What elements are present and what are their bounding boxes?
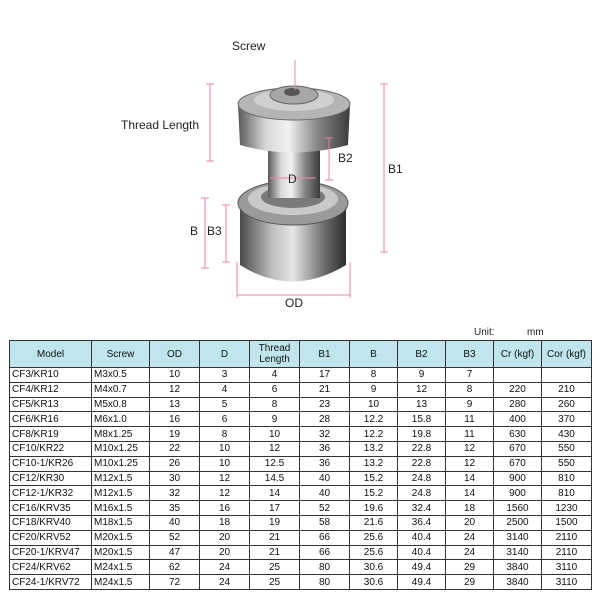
table-cell: CF18/KRV40: [10, 515, 92, 530]
table-cell: 12: [200, 486, 250, 501]
table-cell: CF24-1/KRV72: [10, 575, 92, 590]
table-cell: 550: [542, 441, 592, 456]
table-cell: 30.6: [350, 575, 398, 590]
table-cell: M6x1.0: [92, 412, 150, 427]
table-cell: 80: [300, 575, 350, 590]
table-cell: 20: [200, 530, 250, 545]
table-row: [10, 368, 592, 383]
table-cell: 13.2: [350, 456, 398, 471]
table-cell: 400: [494, 412, 542, 427]
table-cell: M16x1.5: [92, 501, 150, 516]
table-cell: 12.2: [350, 427, 398, 442]
table-cell: M4x0.7: [92, 382, 150, 397]
table-cell: 21: [300, 382, 350, 397]
table-cell: 66: [300, 530, 350, 545]
table-cell: M18x1.5: [92, 515, 150, 530]
table-cell: 1560: [494, 501, 542, 516]
table-cell: 9: [350, 382, 398, 397]
table-cell: M24x1.5: [92, 560, 150, 575]
table-cell: CF5/KR13: [10, 397, 92, 412]
table-cell: CF10/KR22: [10, 441, 92, 456]
table-cell: 30: [150, 471, 200, 486]
label-b2: B2: [338, 151, 353, 165]
table-row: [10, 427, 592, 442]
table-cell: 550: [542, 456, 592, 471]
table-cell: 900: [494, 486, 542, 501]
table-cell: 14: [446, 471, 494, 486]
table-cell: CF8/KR19: [10, 427, 92, 442]
table-cell: M12x1.5: [92, 486, 150, 501]
table-cell: 15.8: [398, 412, 446, 427]
table-cell: 21: [250, 545, 300, 560]
label-d: D: [288, 172, 297, 186]
table-cell: 47: [150, 545, 200, 560]
table-cell: 29: [446, 560, 494, 575]
table-cell: M24x1.5: [92, 575, 150, 590]
table-cell: 10: [350, 397, 398, 412]
table-row: [10, 515, 592, 530]
table-cell: 19: [150, 427, 200, 442]
table-cell: 22: [150, 441, 200, 456]
column-header: B3: [446, 341, 494, 368]
table-cell: 10: [200, 441, 250, 456]
table-cell: CF24/KRV62: [10, 560, 92, 575]
table-cell: 58: [300, 515, 350, 530]
table-cell: 8: [446, 382, 494, 397]
table-cell: 11: [446, 412, 494, 427]
table-cell: 40: [300, 471, 350, 486]
table-cell: 2110: [542, 530, 592, 545]
table-cell: 13: [398, 397, 446, 412]
label-thread-length: Thread Length: [121, 118, 200, 132]
table-cell: 630: [494, 427, 542, 442]
table-cell: 1230: [542, 501, 592, 516]
table-row: [10, 382, 592, 397]
table-cell: 900: [494, 471, 542, 486]
table-row: [10, 456, 592, 471]
table-cell: M12x1.5: [92, 471, 150, 486]
table-cell: 25: [250, 560, 300, 575]
column-header: B2: [398, 341, 446, 368]
table-cell: M20x1.5: [92, 545, 150, 560]
table-cell: 32: [300, 427, 350, 442]
table-cell: 9: [250, 412, 300, 427]
table-cell: 670: [494, 441, 542, 456]
table-cell: 12: [200, 471, 250, 486]
table-cell: CF12-1/KR32: [10, 486, 92, 501]
table-cell: 12: [446, 441, 494, 456]
label-b: B: [190, 224, 199, 238]
table-cell: 80: [300, 560, 350, 575]
table-cell: CF20/KRV52: [10, 530, 92, 545]
table-row: [10, 530, 592, 545]
table-cell: 8: [350, 368, 398, 383]
table-cell: 17: [250, 501, 300, 516]
table-cell: 5: [200, 397, 250, 412]
table-cell: [494, 368, 542, 383]
table-cell: 3840: [494, 575, 542, 590]
table-cell: 13: [150, 397, 200, 412]
table-row: [10, 397, 592, 412]
table-cell: 22.8: [398, 441, 446, 456]
table-cell: 12: [398, 382, 446, 397]
table-cell: 6: [250, 382, 300, 397]
table-cell: 14: [250, 486, 300, 501]
table-cell: 7: [446, 368, 494, 383]
table-cell: 19.6: [350, 501, 398, 516]
table-cell: 3140: [494, 530, 542, 545]
table-cell: 1500: [542, 515, 592, 530]
table-row: [10, 441, 592, 456]
label-b1: B1: [388, 162, 403, 176]
table-cell: 260: [542, 397, 592, 412]
table-cell: 12: [250, 441, 300, 456]
table-cell: 18: [200, 515, 250, 530]
table-cell: 24: [200, 575, 250, 590]
table-row: [10, 560, 592, 575]
column-header: D: [200, 341, 250, 368]
table-cell: 3: [200, 368, 250, 383]
column-header: OD: [150, 341, 200, 368]
table-cell: 13.2: [350, 441, 398, 456]
table-cell: 20: [446, 515, 494, 530]
table-cell: 24.8: [398, 486, 446, 501]
table-cell: 25.6: [350, 545, 398, 560]
table-cell: 32: [150, 486, 200, 501]
table-cell: 3840: [494, 560, 542, 575]
table-cell: CF6/KR16: [10, 412, 92, 427]
table-cell: 15.2: [350, 471, 398, 486]
table-cell: 17: [300, 368, 350, 383]
table-cell: M20x1.5: [92, 530, 150, 545]
table-cell: 8: [200, 427, 250, 442]
table-cell: 670: [494, 456, 542, 471]
table-cell: 2500: [494, 515, 542, 530]
table-cell: M10x1.25: [92, 441, 150, 456]
table-cell: 16: [150, 412, 200, 427]
table-cell: M3x0.5: [92, 368, 150, 383]
table-cell: 12: [446, 456, 494, 471]
table-cell: 24: [200, 560, 250, 575]
table-cell: 40: [150, 515, 200, 530]
table-cell: CF16/KRV35: [10, 501, 92, 516]
table-cell: 6: [200, 412, 250, 427]
table-row: [10, 471, 592, 486]
table-cell: 18: [446, 501, 494, 516]
table-cell: 30.6: [350, 560, 398, 575]
table-cell: [542, 368, 592, 383]
table-row: [10, 575, 592, 590]
table-cell: 11: [446, 427, 494, 442]
table-cell: 9: [398, 368, 446, 383]
table-cell: 3140: [494, 545, 542, 560]
table-cell: 40: [300, 486, 350, 501]
table-cell: 10: [150, 368, 200, 383]
table-cell: M8x1.25: [92, 427, 150, 442]
table-row: [10, 412, 592, 427]
table-cell: 22.8: [398, 456, 446, 471]
table-cell: 280: [494, 397, 542, 412]
table-cell: 40.4: [398, 545, 446, 560]
table-cell: 370: [542, 412, 592, 427]
label-screw: Screw: [232, 39, 266, 53]
label-od: OD: [285, 296, 303, 310]
table-cell: 4: [250, 368, 300, 383]
table-cell: 16: [200, 501, 250, 516]
table-cell: 12.5: [250, 456, 300, 471]
table-cell: 19: [250, 515, 300, 530]
table-cell: 14: [446, 486, 494, 501]
column-header: Cor (kgf): [542, 341, 592, 368]
table-cell: 10: [200, 456, 250, 471]
spec-table-body: [10, 368, 592, 590]
table-cell: 23: [300, 397, 350, 412]
table-cell: 810: [542, 471, 592, 486]
table-cell: CF4/KR12: [10, 382, 92, 397]
table-cell: CF12/KR30: [10, 471, 92, 486]
table-cell: 14.5: [250, 471, 300, 486]
table-cell: 430: [542, 427, 592, 442]
table-cell: 220: [494, 382, 542, 397]
column-header: Screw: [92, 341, 150, 368]
table-cell: 4: [200, 382, 250, 397]
table-cell: 3110: [542, 560, 592, 575]
table-cell: M5x0.8: [92, 397, 150, 412]
table-cell: 52: [150, 530, 200, 545]
table-cell: 3110: [542, 575, 592, 590]
table-cell: 21: [250, 530, 300, 545]
table-cell: 52: [300, 501, 350, 516]
column-header: B1: [300, 341, 350, 368]
table-cell: M10x1.25: [92, 456, 150, 471]
table-cell: 12: [150, 382, 200, 397]
table-cell: 24: [446, 545, 494, 560]
table-cell: 32.4: [398, 501, 446, 516]
table-cell: 210: [542, 382, 592, 397]
table-row: [10, 501, 592, 516]
table-cell: 26: [150, 456, 200, 471]
header-row: [10, 341, 592, 368]
table-cell: 24: [446, 530, 494, 545]
table-cell: 10: [250, 427, 300, 442]
table-cell: 29: [446, 575, 494, 590]
table-cell: 8: [250, 397, 300, 412]
table-cell: 15.2: [350, 486, 398, 501]
table-cell: 36.4: [398, 515, 446, 530]
table-cell: 19.8: [398, 427, 446, 442]
table-cell: 25.6: [350, 530, 398, 545]
table-cell: 12.2: [350, 412, 398, 427]
column-header: B: [350, 341, 398, 368]
column-header: Thread Length: [250, 341, 300, 368]
table-cell: 20: [200, 545, 250, 560]
table-cell: 62: [150, 560, 200, 575]
table-cell: 40.4: [398, 530, 446, 545]
table-cell: 810: [542, 486, 592, 501]
table-cell: 49.4: [398, 560, 446, 575]
table-cell: 66: [300, 545, 350, 560]
table-cell: 35: [150, 501, 200, 516]
unit-label: Unit:: [474, 327, 495, 338]
label-b3: B3: [207, 224, 222, 238]
table-cell: 49.4: [398, 575, 446, 590]
table-cell: 25: [250, 575, 300, 590]
table-cell: 72: [150, 575, 200, 590]
table-cell: 36: [300, 441, 350, 456]
spec-table-header: [10, 341, 592, 368]
column-header: Model: [10, 341, 92, 368]
table-cell: 24.8: [398, 471, 446, 486]
unit-value: mm: [527, 327, 544, 338]
table-cell: 21.6: [350, 515, 398, 530]
table-row: [10, 486, 592, 501]
table-cell: 36: [300, 456, 350, 471]
table-cell: 2110: [542, 545, 592, 560]
column-header: Cr (kgf): [494, 341, 542, 368]
table-cell: CF10-1/KR26: [10, 456, 92, 471]
spec-table: [9, 340, 592, 590]
table-row: [10, 545, 592, 560]
table-cell: CF20-1/KRV47: [10, 545, 92, 560]
table-cell: 28: [300, 412, 350, 427]
table-cell: 9: [446, 397, 494, 412]
table-cell: CF3/KR10: [10, 368, 92, 383]
